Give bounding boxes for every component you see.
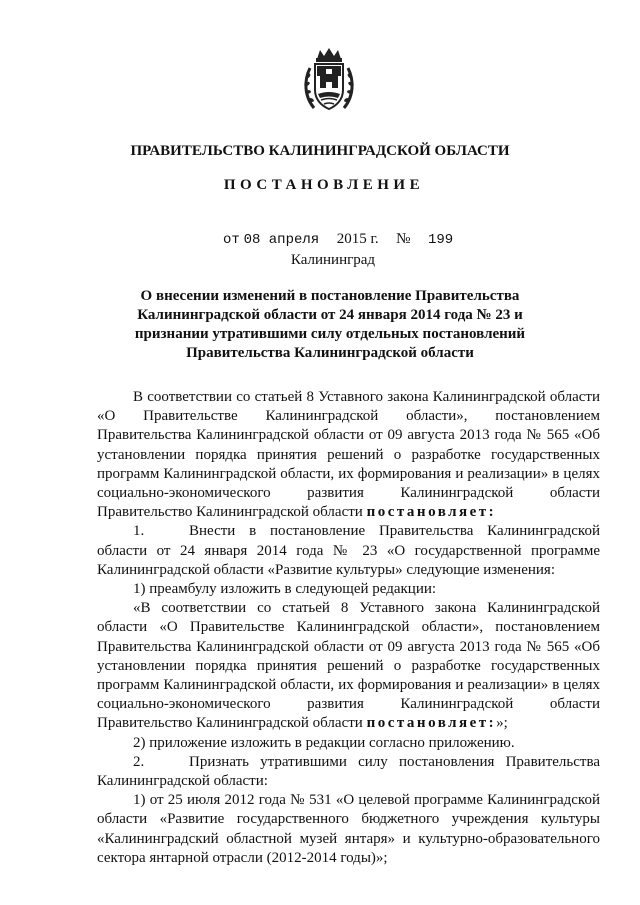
quote-resolves-word: постановляет: [366,715,497,732]
date-year: 2015 г. [336,231,379,247]
preamble-paragraph [97,388,600,522]
item-2-1: 1) от 25 июля 2012 года № 531 «О целевой программе Калининградской области «Развитие государственного бюджетного учреждения культуры «Калининградский областной музей янтаря» и культурно-образовательного сектора янтарной отрасли (2012-2014 годы)»; [97,792,600,866]
date-prefix: от [223,232,240,248]
date-line [223,231,453,248]
document-body [97,388,600,868]
quote-end: »; [496,715,508,732]
date-value: 08 апреля [243,232,320,248]
quote-paragraph [97,599,600,733]
number-label: № [396,231,411,247]
item-2-text: Признать утратившими силу постановления Правительства Калининградской области: [97,753,600,790]
quote-text: «В соответствии со статьей 8 Уставного закона Калининградской области «О Правительстве Калининградской области», постановлением Правительства Калининградской области от 09 августа 2013 года № 565 «Об установлении порядка принятия решений о разработке государственных программ Калининградской области, их формирования и реализации» в целях социально-экономического развития Калининградской области Правительство Калининградской области [97,600,600,732]
item-1-2: 2) приложение изложить в редакции согласно приложению. [133,734,515,751]
preamble-text: В соответствии со статьей 8 Уставного закона Калининградской области «О Правительстве Калининградской области», постановлением Правительства Калининградской области от 09 августа 2013 года № 565 «Об установлении порядка принятия решений о разработке государственных программ Калининградской области, их формирования и реализации» в целях социально-экономического развития Калининградской области Правительство Калининградской области [97,389,600,521]
document-type: ПОСТАНОВЛЕНИЕ [223,177,425,193]
item-1 [97,522,600,580]
document-title: О внесении изменений в постановление Правительства Калининградской области от 24 января 2014 года № 23 и признании утратившими силу отдельных постановлений Правительства Калининградской области [134,288,526,361]
item-2 [97,753,600,791]
document-number: 199 [427,232,454,248]
city: Калининград [290,252,376,268]
item-1-1: 1) преамбулу изложить в следующей редакции: [133,581,437,598]
government-name: ПРАВИТЕЛЬСТВО КАЛИНИНГРАДСКОЙ ОБЛАСТИ [130,143,510,159]
item-2-number: 2. [133,753,145,770]
item-1-number: 1. [133,523,145,540]
resolves-word: постановляет: [366,504,497,521]
item-1-text: Внести в постановление Правительства Калининградской области от 24 января 2014 года № 23 «О государственной программе Калининградской области «Развитие культуры» следующие изменения: [97,523,600,578]
kaliningrad-coat-of-arms-icon [300,46,358,114]
